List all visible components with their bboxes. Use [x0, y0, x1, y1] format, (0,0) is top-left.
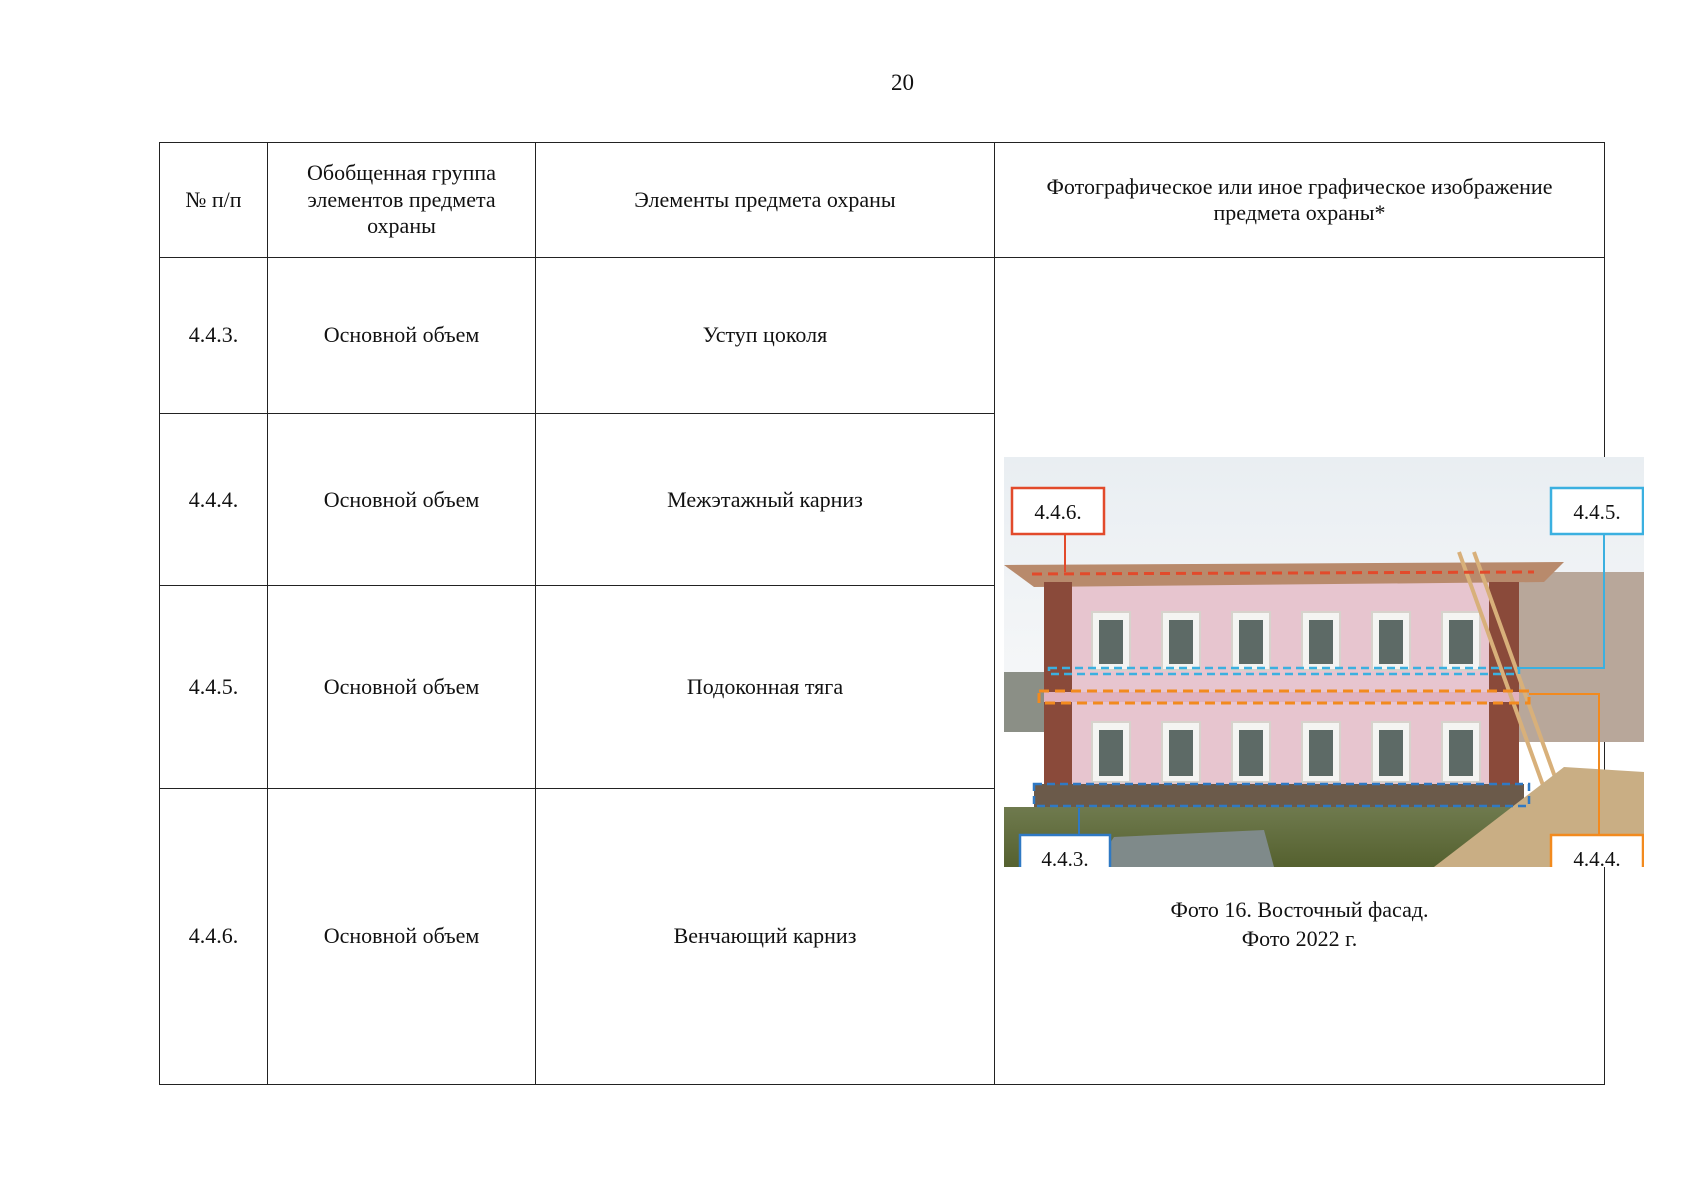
- row-group: Основной объем: [268, 414, 536, 586]
- row-num: 4.4.5.: [160, 586, 268, 788]
- row-element: Венчающий карниз: [536, 788, 995, 1084]
- row-group: Основной объем: [268, 258, 536, 414]
- header-image: Фотографическое или иное графическое изображение предмета охраны*: [995, 143, 1605, 258]
- caption-line-1: Фото 16. Восточный фасад.: [1170, 897, 1429, 923]
- row-num: 4.4.3.: [160, 258, 268, 414]
- header-group: Обобщенная группа элементов предмета охраны: [268, 143, 536, 258]
- row-element: Уступ цоколя: [536, 258, 995, 414]
- row-group: Основной объем: [268, 788, 536, 1084]
- plinth: [1034, 784, 1524, 808]
- page-number: 20: [891, 70, 914, 95]
- header-elements: Элементы предмета охраны: [536, 143, 995, 258]
- callout-446-label: 4.4.6.: [1034, 500, 1082, 525]
- header-num: № п/п: [160, 143, 268, 258]
- callout-445-label: 4.4.5.: [1573, 500, 1621, 525]
- row-element: Подоконная тяга: [536, 586, 995, 788]
- row-num: 4.4.6.: [160, 788, 268, 1084]
- row-element: Межэтажный карниз: [536, 414, 995, 586]
- callout-443-label: 4.4.3.: [1041, 847, 1089, 868]
- row-group: Основной объем: [268, 586, 536, 788]
- photo-caption: [995, 896, 1604, 953]
- row-num: 4.4.4.: [160, 414, 268, 586]
- table-header-row: [160, 143, 1605, 258]
- facade-photo: [1004, 372, 1644, 867]
- callout-444-label: 4.4.4.: [1573, 847, 1621, 868]
- caption-line-2: Фото 2022 г.: [1241, 925, 1358, 951]
- protection-elements-table: [159, 142, 1621, 1085]
- table-row: [160, 258, 1605, 414]
- interfloor-band: [1044, 692, 1519, 702]
- photo-cell: [995, 258, 1621, 1085]
